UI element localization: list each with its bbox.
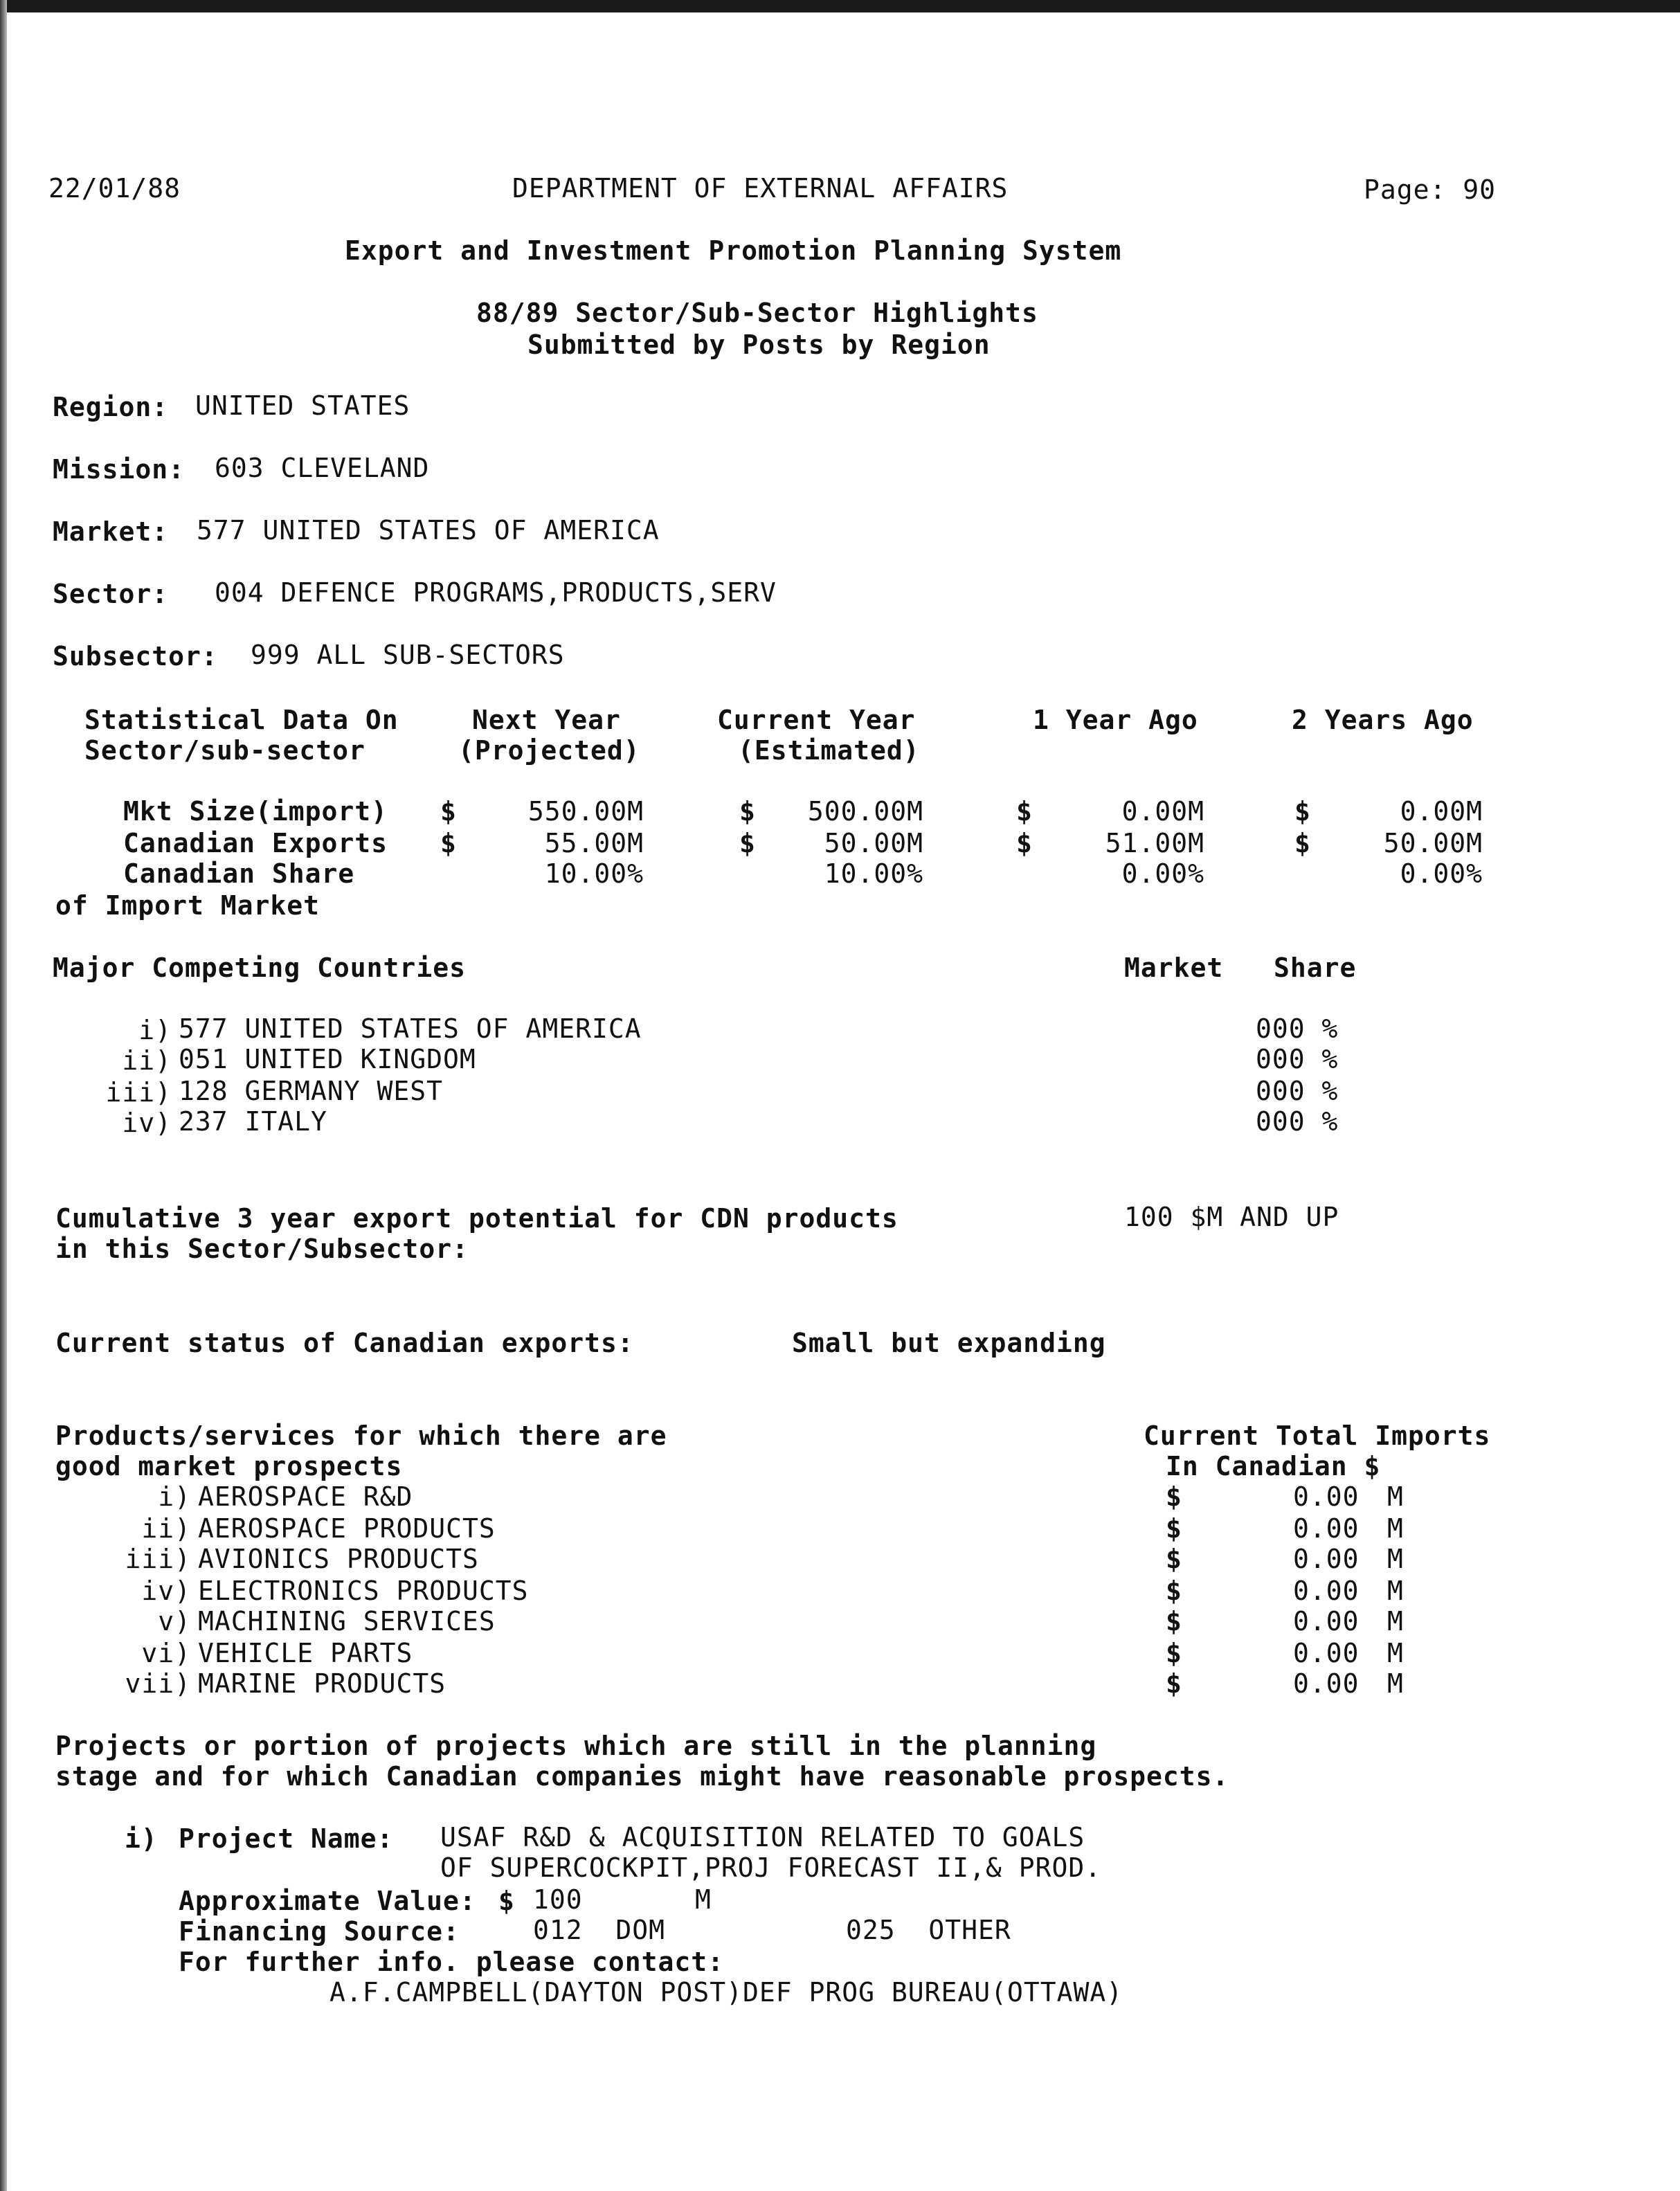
competitor-name: 128 GERMANY WEST — [179, 1076, 444, 1106]
currency-symbol: $ — [739, 828, 756, 858]
product-import-value: 0.00 — [1293, 1668, 1360, 1699]
product-name: AVIONICS PRODUCTS — [198, 1544, 479, 1574]
contact-label: For further info. please contact: — [179, 1947, 724, 1977]
mission-label: Mission: — [53, 454, 186, 485]
currency-symbol: $ — [739, 796, 756, 827]
contact-value: A.F.CAMPBELL(DAYTON POST)DEF PROG BUREAU(OTTAWA) — [329, 1977, 1123, 2008]
report-date: 22/01/88 — [48, 173, 181, 204]
product-import-value: 0.00 — [1293, 1576, 1360, 1606]
competitor-share: 000 % — [1256, 1106, 1339, 1137]
status-value: Small but expanding — [792, 1328, 1106, 1358]
currency-symbol: $ — [1294, 828, 1311, 858]
project-name-line2: OF SUPERCOCKPIT,PROJ FORECAST II,& PROD. — [440, 1852, 1102, 1883]
stats-header-2-years-ago: 2 Years Ago — [1292, 705, 1474, 735]
products-heading-line2: good market prospects — [55, 1451, 403, 1481]
scan-top-edge — [0, 0, 1680, 12]
product-number: ii) — [141, 1513, 191, 1544]
market-label: Market: — [53, 516, 169, 547]
currency-symbol: $ — [1166, 1638, 1182, 1668]
status-label: Current status of Canadian exports: — [55, 1328, 634, 1358]
stats-cell: 0.00M — [1400, 796, 1483, 827]
page-number: Page: 90 — [1364, 174, 1497, 205]
stats-cell: 0.00% — [1121, 858, 1204, 889]
project-number: i) — [125, 1823, 158, 1854]
products-heading-line1: Products/services for which there are — [55, 1421, 667, 1451]
stats-row-label: Canadian Share — [123, 858, 355, 889]
product-name: MARINE PRODUCTS — [198, 1668, 446, 1699]
department-name: DEPARTMENT OF EXTERNAL AFFAIRS — [512, 173, 1009, 204]
currency-symbol: $ — [1294, 796, 1311, 827]
region-label: Region: — [53, 392, 169, 422]
project-name-label: Project Name: — [179, 1823, 394, 1854]
competitors-share-heading: Share — [1274, 953, 1357, 983]
imports-heading-line1: Current Total Imports — [1144, 1421, 1491, 1451]
competitor-share: 000 % — [1256, 1013, 1339, 1044]
approx-value-amount: 100 — [533, 1884, 583, 1915]
sector-label: Sector: — [53, 579, 169, 609]
product-number: iv) — [141, 1576, 191, 1606]
competitor-number: i) — [138, 1015, 172, 1045]
stats-row-label: Canadian Exports — [123, 828, 388, 858]
stats-header-1-year-ago: 1 Year Ago — [1033, 705, 1198, 735]
competitor-number: ii) — [122, 1045, 172, 1076]
market-value: 577 UNITED STATES OF AMERICA — [197, 515, 660, 546]
currency-symbol: $ — [1166, 1576, 1182, 1606]
product-number: vi) — [141, 1638, 191, 1668]
financing-source-1: 012 DOM — [533, 1915, 666, 1945]
report-subtitle: Submitted by Posts by Region — [527, 330, 991, 360]
stats-share-suffix: of Import Market — [55, 890, 320, 921]
potential-value: 100 $M AND UP — [1124, 1202, 1339, 1232]
currency-symbol: $ — [1166, 1481, 1182, 1512]
financing-label: Financing Source: — [179, 1916, 460, 1947]
unit-m: M — [1387, 1606, 1404, 1637]
potential-label-line2: in this Sector/Subsector: — [55, 1234, 469, 1264]
approx-value-unit: M — [695, 1884, 712, 1915]
competitor-name: 577 UNITED STATES OF AMERICA — [179, 1013, 642, 1044]
stats-header-projected: (Projected) — [458, 735, 640, 766]
potential-label-line1: Cumulative 3 year export potential for CDN products — [55, 1203, 898, 1234]
product-name: MACHINING SERVICES — [198, 1606, 496, 1637]
region-value: UNITED STATES — [195, 390, 410, 421]
approx-value-label: Approximate Value: — [179, 1886, 476, 1916]
currency-symbol: $ — [1166, 1513, 1182, 1544]
stats-cell: 51.00M — [1105, 828, 1204, 858]
competitor-share: 000 % — [1256, 1076, 1339, 1106]
stats-header-label-2: Sector/sub-sector — [84, 735, 365, 766]
product-number: v) — [158, 1606, 191, 1637]
mission-value: 603 CLEVELAND — [215, 453, 430, 483]
competitor-number: iv) — [122, 1108, 172, 1138]
currency-symbol: $ — [1166, 1606, 1182, 1637]
unit-m: M — [1387, 1576, 1404, 1606]
stats-cell: 550.00M — [527, 796, 644, 827]
stats-cell: 50.00M — [824, 828, 923, 858]
product-import-value: 0.00 — [1293, 1638, 1360, 1668]
subsector-label: Subsector: — [53, 641, 218, 671]
stats-cell: 0.00% — [1400, 858, 1483, 889]
product-name: VEHICLE PARTS — [198, 1638, 413, 1668]
stats-header-label: Statistical Data On — [84, 705, 399, 735]
projects-intro-line1: Projects or portion of projects which are still in the planning — [55, 1731, 1097, 1761]
product-name: AEROSPACE R&D — [198, 1481, 413, 1512]
scan-left-edge — [0, 0, 7, 2191]
currency-symbol: $ — [1016, 796, 1033, 827]
product-number: vii) — [125, 1668, 191, 1699]
product-import-value: 0.00 — [1293, 1481, 1360, 1512]
stats-cell: 10.00% — [824, 858, 923, 889]
stats-cell: 0.00M — [1121, 796, 1204, 827]
currency-symbol: $ — [440, 796, 457, 827]
subsector-value: 999 ALL SUB-SECTORS — [251, 640, 565, 670]
unit-m: M — [1387, 1513, 1404, 1544]
system-title: Export and Investment Promotion Planning System — [345, 235, 1122, 266]
unit-m: M — [1387, 1481, 1404, 1512]
competitors-heading: Major Competing Countries — [53, 953, 466, 983]
currency-symbol: $ — [1166, 1544, 1182, 1574]
competitor-number: iii) — [105, 1077, 172, 1108]
product-name: ELECTRONICS PRODUCTS — [198, 1576, 529, 1606]
stats-cell: 500.00M — [807, 796, 923, 827]
stats-header-estimated: (Estimated) — [738, 735, 920, 766]
unit-m: M — [1387, 1668, 1404, 1699]
currency-symbol: $ — [1016, 828, 1033, 858]
competitor-name: 051 UNITED KINGDOM — [179, 1044, 476, 1074]
product-import-value: 0.00 — [1293, 1606, 1360, 1637]
project-name-line1: USAF R&D & ACQUISITION RELATED TO GOALS — [440, 1822, 1085, 1852]
product-name: AEROSPACE PRODUCTS — [198, 1513, 496, 1544]
currency-symbol: $ — [440, 828, 457, 858]
imports-heading-line2: In Canadian $ — [1166, 1451, 1381, 1481]
stats-header-current-year: Current Year — [717, 705, 916, 735]
financing-source-2: 025 OTHER — [846, 1915, 1011, 1945]
competitor-share: 000 % — [1256, 1044, 1339, 1074]
stats-row-label: Mkt Size(import) — [123, 796, 388, 827]
product-import-value: 0.00 — [1293, 1544, 1360, 1574]
unit-m: M — [1387, 1638, 1404, 1668]
product-number: iii) — [125, 1544, 191, 1574]
stats-header-next-year: Next Year — [472, 705, 621, 735]
competitors-market-heading: Market — [1124, 953, 1224, 983]
stats-cell: 10.00% — [544, 858, 644, 889]
currency-symbol: $ — [498, 1886, 515, 1916]
product-import-value: 0.00 — [1293, 1513, 1360, 1544]
unit-m: M — [1387, 1544, 1404, 1574]
product-number: i) — [158, 1481, 191, 1512]
stats-cell: 50.00M — [1383, 828, 1483, 858]
sector-value: 004 DEFENCE PROGRAMS,PRODUCTS,SERV — [215, 577, 777, 608]
competitor-name: 237 ITALY — [179, 1106, 327, 1137]
stats-cell: 55.00M — [544, 828, 644, 858]
report-title: 88/89 Sector/Sub-Sector Highlights — [476, 298, 1038, 328]
projects-intro-line2: stage and for which Canadian companies might have reasonable prospects. — [55, 1761, 1229, 1792]
currency-symbol: $ — [1166, 1668, 1182, 1699]
